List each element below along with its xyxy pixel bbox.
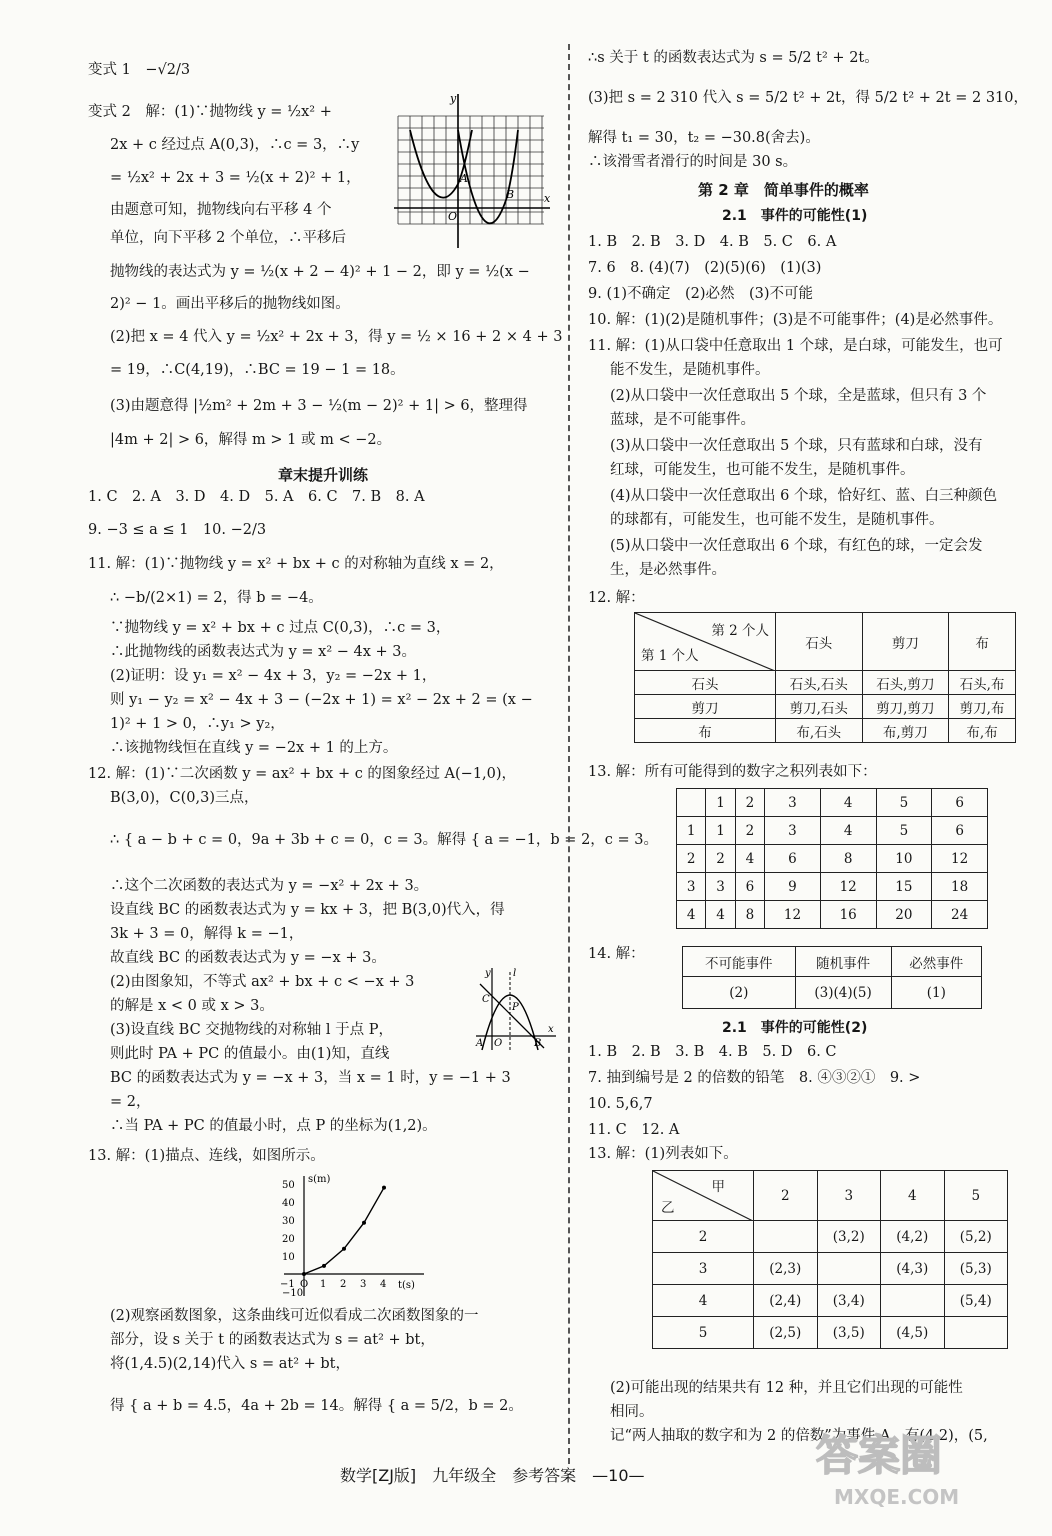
table-cell: 布,布 (949, 719, 1016, 743)
q12-line8: (2)由图象知，不等式 ax² + bx + c < −x + 3 (110, 974, 415, 990)
variant-2-line6: 抛物线的表达式为 y = ½(x + 2 − 4)² + 1 − 2，即 y = ½(x − (110, 264, 530, 280)
variant-2-line7: 2)² − 1。画出平移后的抛物线如图。 (110, 296, 350, 312)
table-cell: (2,4) (754, 1285, 818, 1317)
table-cell: 4 (706, 901, 735, 929)
q11-line4: ∴此抛物线的函数表达式为 y = x² − 4x + 3。 (110, 644, 417, 660)
col-head: 布 (949, 613, 1016, 671)
table-cell (817, 1253, 881, 1285)
table-cell: 9 (765, 873, 821, 901)
table-corner-cell (653, 1171, 754, 1221)
s-t-curve (304, 1188, 384, 1274)
variant-2-line3: = ½x² + 2x + 3 = ½(x + 2)² + 1， (110, 170, 361, 186)
y-axis-label: y (450, 92, 457, 105)
y-tick-label: 30 (282, 1216, 295, 1227)
col-head: 4 (881, 1171, 945, 1221)
col-head: 5 (944, 1171, 1008, 1221)
q12-line11: 则此时 PA + PC 的值最小。由(1)知，直线 (110, 1046, 390, 1062)
s-t-graph (274, 1170, 434, 1300)
s2-answer-10: 10. 5,6,7 (588, 1096, 653, 1112)
table-cell (754, 1221, 818, 1253)
data-point (342, 1247, 346, 1251)
table-cell: 12 (820, 873, 876, 901)
q12-line6: 3k + 3 = 0，解得 k = −1， (110, 926, 304, 942)
header-cell: 3 (677, 873, 706, 901)
table-cell (944, 1317, 1008, 1349)
q13-line5: 得 { a + b = 4.5，4a + 2b = 14。解得 { a = 5/2，b = 2。 (110, 1398, 523, 1414)
s2-para2: 相同。 (610, 1404, 654, 1420)
q11-line5: (2)证明：设 y₁ = x² − 4x + 3，y₂ = −2x + 1， (110, 668, 437, 684)
row-head: 3 (653, 1253, 754, 1285)
s-axis-label: s(m) (308, 1174, 331, 1185)
data-point (362, 1221, 366, 1225)
q12-line4: ∴这个二次函数的表达式为 y = −x² + 2x + 3。 (110, 878, 429, 894)
event-type-table (682, 946, 982, 1009)
q13-line4: 将(1,4.5)(2,14)代入 s = at² + bt， (110, 1356, 350, 1372)
col-head: 不可能事件 (683, 947, 796, 977)
table-cell: (4,2) (881, 1221, 945, 1253)
q11-line7: 1)² + 1 > 0，∴y₁ > y₂， (110, 716, 285, 732)
header-cell: 6 (932, 789, 988, 817)
parabola-grid-graph (394, 90, 554, 250)
column-divider (568, 44, 570, 1464)
s1-q11-line7: (4)从口袋中一次任意取出 6 个球，恰好红、蓝、白三种颜色 (610, 488, 997, 504)
header-first-person: 第 1 个人 (641, 648, 699, 664)
q12-line5: 设直线 BC 的函数表达式为 y = kx + 3，把 B(3,0)代入，得 (110, 902, 505, 918)
table-cell: 2 (706, 845, 735, 873)
row-head: 2 (653, 1221, 754, 1253)
q12-line10: (3)设直线 BC 交抛物线的对称轴 l 于点 P， (110, 1022, 393, 1038)
point-a-label: A (460, 172, 468, 185)
q12-line9: 的解是 x < 0 或 x > 3。 (110, 998, 274, 1014)
product-table (676, 788, 988, 929)
row-head: 5 (653, 1317, 754, 1349)
table-cell: 3 (706, 873, 735, 901)
x-tick-label: O (300, 1279, 309, 1290)
watermark-logo (798, 1414, 1008, 1514)
table-cell: 石头,石头 (776, 671, 863, 695)
x-tick-label: −1 (280, 1279, 295, 1290)
x-tick-label: 1 (320, 1279, 327, 1290)
table-corner-cell (635, 613, 776, 671)
table-cell: (4,3) (881, 1253, 945, 1285)
table-cell: 18 (932, 873, 988, 901)
col-head: 随机事件 (795, 947, 891, 977)
q13-line2: (2)观察函数图象，这条曲线可近似看成二次函数图象的一 (110, 1308, 479, 1324)
q11-line2: ∴ −b/(2×1) = 2，得 b = −4。 (110, 590, 323, 606)
answers-1-8: 1. C 2. A 3. D 4. D 5. A 6. C 7. B 8. A (88, 489, 425, 505)
point-b-label: B (506, 188, 515, 201)
q12-line12: BC 的函数表达式为 y = −x + 3，当 x = 1 时，y = −1 + 3 (110, 1070, 511, 1086)
variant-2-line5: 单位，向下平移 2 个单位，∴平移后 (110, 230, 346, 246)
s1-q11-line2: 能不发生，是随机事件。 (610, 362, 770, 378)
table-cell: 10 (876, 845, 932, 873)
section-2-title: 2.1 事件的可能性(2) (722, 1020, 868, 1036)
header-cell: 4 (677, 901, 706, 929)
q12-line2: B(3,0)，C(0,3)三点， (110, 790, 259, 806)
table-cell: 12 (765, 901, 821, 929)
y-tick-label: 10 (282, 1252, 295, 1263)
o-label: O (494, 1038, 503, 1049)
row-head: 4 (653, 1285, 754, 1317)
s2-para3: 记“两人抽取的数字和为 2 的倍数”为事件 A，有(4,2)，(5, (610, 1428, 988, 1444)
table-cell: (2,3) (754, 1253, 818, 1285)
a-label: A (476, 1038, 484, 1049)
header-cell: 1 (706, 789, 735, 817)
data-point (302, 1272, 306, 1276)
q11-line8: ∴该抛物线恒在直线 y = −2x + 1 的上方。 (110, 740, 398, 756)
header-cell: 3 (765, 789, 821, 817)
table-cell: (5,4) (944, 1285, 1008, 1317)
q13-line1: 13. 解：(1)描点、连线，如图所示。 (88, 1148, 325, 1164)
table-cell: (2,5) (754, 1317, 818, 1349)
header-cell: 1 (677, 817, 706, 845)
s1-q11-line10: 生，是必然事件。 (610, 562, 726, 578)
y-tick-label: 50 (282, 1180, 295, 1191)
variant-2-line8: (2)把 x = 4 代入 y = ½x² + 2x + 3，得 y = ½ × 16 + 2 × 4 + 3 (110, 329, 563, 345)
table-cell: 6 (735, 873, 764, 901)
table-cell: 剪刀,剪刀 (862, 695, 949, 719)
row-head: 剪刀 (635, 695, 776, 719)
table-cell: (5,2) (944, 1221, 1008, 1253)
answers-9-10: 9. −3 ≤ a ≤ 1 10. −2/3 (88, 522, 267, 538)
table-cell: 石头,布 (949, 671, 1016, 695)
table-cell: 布,剪刀 (862, 719, 949, 743)
c-label: C (482, 994, 490, 1005)
table-cell: (4,5) (881, 1317, 945, 1349)
header-cell (677, 789, 706, 817)
s1-q11-line5: (3)从口袋中一次任意取出 5 个球，只有蓝球和白球，没有 (610, 438, 983, 454)
col-head: 石头 (776, 613, 863, 671)
s2-para1: (2)可能出现的结果共有 12 种，并且它们出现的可能性 (610, 1380, 963, 1396)
q12-line14: ∴当 PA + PC 的值最小时，点 P 的坐标为(1,2)。 (110, 1118, 437, 1134)
table-cell: (3,5) (817, 1317, 881, 1349)
x-tick-label: 2 (340, 1279, 347, 1290)
table-cell: 20 (876, 901, 932, 929)
origin-label: O (448, 210, 458, 223)
variant-1: 变式 1 −√2/3 (88, 62, 191, 78)
s1-q11-line1: 11. 解：(1)从口袋中任意取出 1 个球，是白球，可能发生，也可 (588, 338, 1003, 354)
col-head: 剪刀 (862, 613, 949, 671)
variant-2-line11: |4m + 2| > 6，解得 m > 1 或 m < −2。 (110, 432, 392, 448)
table-cell: (3,2) (817, 1221, 881, 1253)
table-cell: 15 (876, 873, 932, 901)
r-line2: (3)把 s = 2 310 代入 s = 5/2 t² + 2t，得 5/2 t² + 2t = 2 310， (588, 90, 1028, 106)
s2-answers-11-12: 11. C 12. A (588, 1122, 680, 1138)
p-label: P (512, 1002, 519, 1013)
chapter-title: 第 2 章 简单事件的概率 (698, 181, 869, 199)
x-tick-label: 3 (360, 1279, 367, 1290)
header-second-person: 第 2 个人 (711, 623, 769, 639)
s1-q11-line3: (2)从口袋中一次任意取出 5 个球，全是蓝球，但只有 3 个 (610, 388, 987, 404)
s1-answer-9: 9. (1)不确定 (2)必然 (3)不可能 (588, 286, 814, 302)
q12-line7: 故直线 BC 的函数表达式为 y = −x + 3。 (110, 950, 386, 966)
s1-q13-label: 13. 解：所有可能得到的数字之积列表如下： (588, 764, 877, 780)
table-cell: 剪刀,石头 (776, 695, 863, 719)
header-cell: 5 (876, 789, 932, 817)
q13-line3: 部分，设 s 关于 t 的函数表达式为 s = at² + bt， (110, 1332, 435, 1348)
t-axis-label: t(s) (398, 1280, 415, 1291)
table-cell: (2) (683, 977, 796, 1009)
table-cell: (1) (891, 977, 981, 1009)
parabola-line-graph (474, 966, 558, 1052)
s2-answers-1-6: 1. B 2. B 3. B 4. B 5. D 6. C (588, 1044, 837, 1060)
table-cell: 6 (932, 817, 988, 845)
s1-q11-line8: 的球都有，可能发生，也可能不发生，是随机事件。 (610, 512, 944, 528)
s1-answers-7-8: 7. 6 8. (4)(7) (2)(5)(6) (1)(3) (588, 260, 822, 276)
y-tick-label: −10 (282, 1288, 304, 1299)
table-cell: 4 (820, 817, 876, 845)
table-cell: 布,石头 (776, 719, 863, 743)
q12-line3: ∴ { a − b + c = 0，9a + 3b + c = 0，c = 3。解得 { a = −1，b = 2，c = 3。 (110, 832, 659, 848)
header-yi: 乙 (661, 1200, 675, 1216)
header-cell: 4 (820, 789, 876, 817)
row-head: 布 (635, 719, 776, 743)
s1-q11-line9: (5)从口袋中一次任意取出 6 个球，有红色的球，一定会发 (610, 538, 983, 554)
table-cell: 4 (735, 845, 764, 873)
q11-line1: 11. 解：(1)∵抛物线 y = x² + bx + c 的对称轴为直线 x = 2， (88, 556, 504, 572)
table-cell: 24 (932, 901, 988, 929)
table-cell: 16 (820, 901, 876, 929)
table-cell: (5,3) (944, 1253, 1008, 1285)
header-cell: 2 (677, 845, 706, 873)
table-cell: (3,4) (817, 1285, 881, 1317)
col-head: 3 (817, 1171, 881, 1221)
r-line4: ∴该滑雪者滑行的时间是 30 s。 (588, 154, 798, 170)
variant-2-line1: 变式 2 解：(1)∵抛物线 y = ½x² + (88, 104, 332, 120)
table-cell: 石头,剪刀 (862, 671, 949, 695)
table-cell: 1 (706, 817, 735, 845)
r-line3: 解得 t₁ = 30，t₂ = −30.8(舍去)。 (588, 130, 820, 146)
header-cell: 2 (735, 789, 764, 817)
table-cell: 3 (765, 817, 821, 845)
s1-q11-line6: 红球，可能发生，也可能不发生，是随机事件。 (610, 462, 915, 478)
table-cell: 8 (820, 845, 876, 873)
s2-q13-label: 13. 解：(1)列表如下。 (588, 1146, 738, 1162)
rock-paper-scissors-table (634, 612, 1016, 743)
s1-answers-1-6: 1. B 2. B 3. D 4. B 5. C 6. A (588, 234, 837, 250)
x-tick-label: 4 (380, 1279, 387, 1290)
header-jia: 甲 (711, 1179, 725, 1195)
section-title: 章末提升训练 (278, 466, 369, 484)
watermark-title: 答案圈 (816, 1431, 943, 1480)
q11-line6: 则 y₁ − y₂ = x² − 4x + 3 − (−2x + 1) = x² − 2x + 2 = (x − (110, 692, 533, 708)
b-label: B (534, 1038, 542, 1049)
s1-answer-10: 10. 解：(1)(2)是随机事件；(3)是不可能事件；(4)是必然事件。 (588, 312, 1003, 328)
s1-q11-line4: 蓝球，是不可能事件。 (610, 412, 755, 428)
q12-line1: 12. 解：(1)∵二次函数 y = ax² + bx + c 的图象经过 A(−1,0)， (88, 766, 517, 782)
table-cell: 2 (735, 817, 764, 845)
draw-result-table (652, 1170, 1008, 1349)
l-label: l (513, 968, 517, 979)
variant-2-line10: (3)由题意得 |½m² + 2m + 3 − ½(m − 2)² + 1| > 6，整理得 (110, 398, 528, 414)
q12-line13: = 2， (110, 1094, 151, 1110)
row-head: 石头 (635, 671, 776, 695)
s1-q14-label: 14. 解： (588, 946, 645, 962)
x-axis-label: x (544, 192, 551, 205)
section-1-title: 2.1 事件的可能性(1) (722, 208, 868, 224)
variant-2-line2: 2x + c 经过点 A(0,3)，∴c = 3，∴y (110, 137, 360, 153)
y-label: y (485, 968, 491, 979)
variant-2-line9: = 19，∴C(4,19)，∴BC = 19 − 1 = 18。 (110, 362, 405, 378)
s1-q12-label: 12. 解： (588, 590, 645, 606)
r-line1: ∴s 关于 t 的函数表达式为 s = 5/2 t² + 2t。 (588, 50, 879, 66)
col-head: 2 (754, 1171, 818, 1221)
col-head: 必然事件 (891, 947, 981, 977)
y-tick-label: 20 (282, 1234, 295, 1245)
table-cell: 12 (932, 845, 988, 873)
y-tick-label: 40 (282, 1198, 295, 1209)
watermark-url: MXQE.COM (834, 1485, 960, 1509)
table-cell: 6 (765, 845, 821, 873)
s2-answers-7-9: 7. 抽到编号是 2 的倍数的铅笔 8. ④③②① 9. > (588, 1070, 921, 1086)
table-cell (881, 1285, 945, 1317)
table-cell: (3)(4)(5) (795, 977, 891, 1009)
page-footer: 数学[ZJ版] 九年级全 参考答案 —10— (340, 1466, 645, 1485)
data-point (382, 1186, 386, 1190)
table-cell: 8 (735, 901, 764, 929)
x-label: x (548, 1024, 554, 1035)
q11-line3: ∵抛物线 y = x² + bx + c 过点 C(0,3)，∴c = 3， (110, 620, 451, 636)
data-point (322, 1264, 326, 1268)
variant-2-line4: 由题意可知，抛物线向右平移 4 个 (110, 202, 332, 218)
table-cell: 5 (876, 817, 932, 845)
table-cell: 剪刀,布 (949, 695, 1016, 719)
